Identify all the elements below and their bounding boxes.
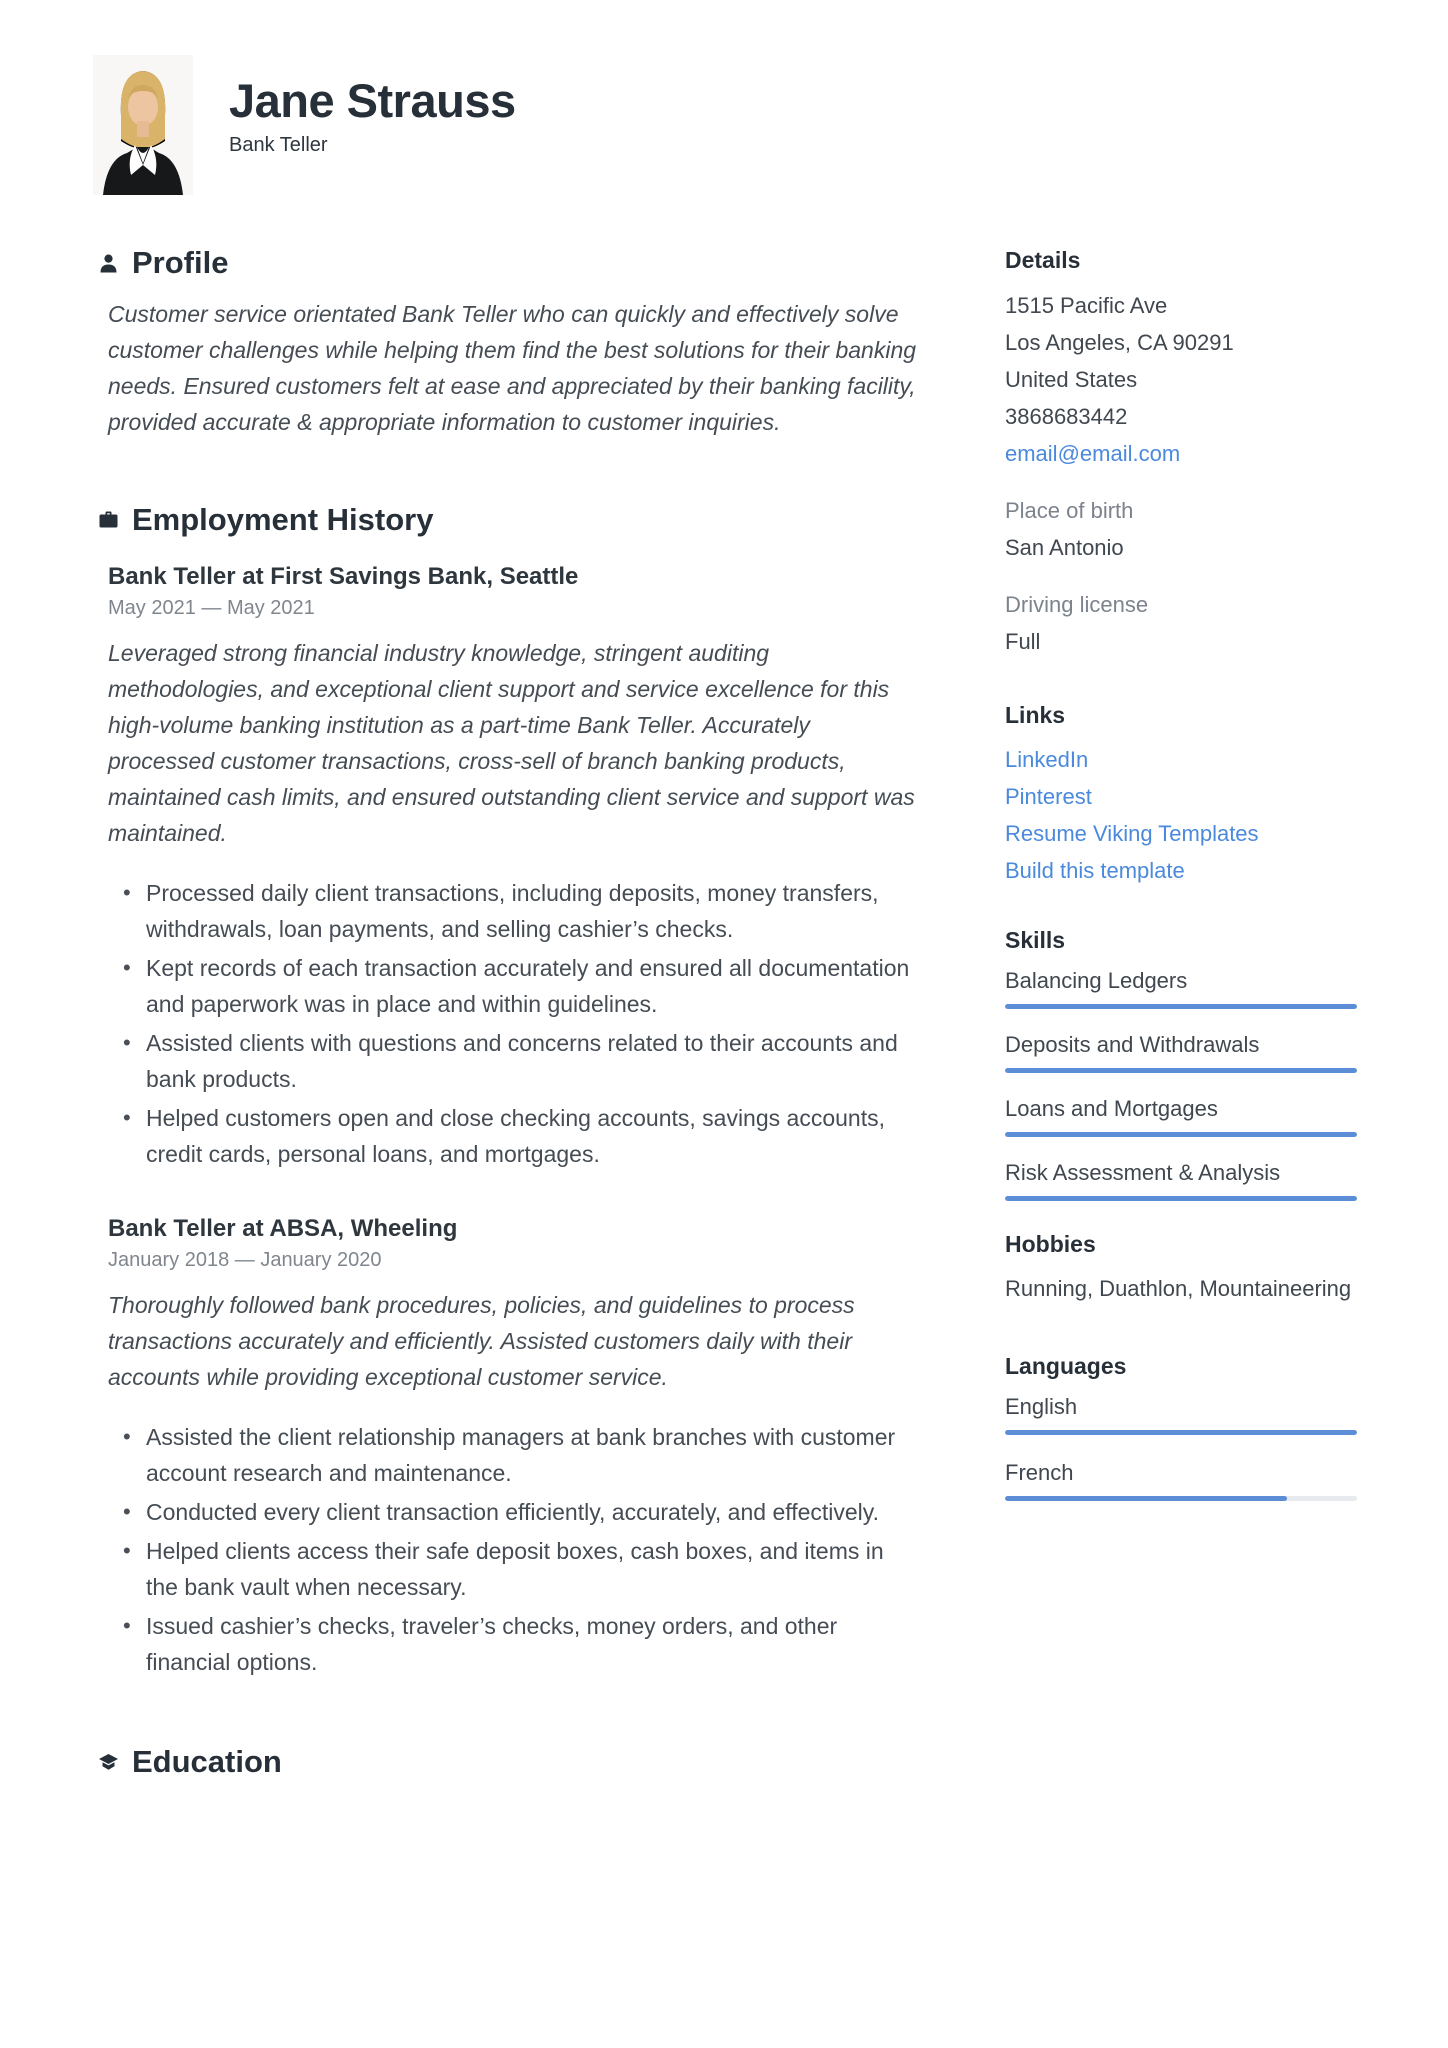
profile-heading: Profile — [132, 245, 229, 280]
sidebar — [1005, 247, 1357, 1525]
education-section — [108, 1746, 920, 1779]
skill-bar — [1005, 1004, 1357, 1009]
place-of-birth-value: San Antonio — [1005, 534, 1124, 560]
links-heading: Links — [1005, 701, 1066, 728]
hobbies-heading: Hobbies — [1005, 1230, 1096, 1257]
language-label: English — [1005, 1393, 1078, 1419]
education-section-heading — [98, 1746, 920, 1779]
skill-item — [1005, 1031, 1357, 1073]
driving-license-value: Full — [1005, 628, 1041, 654]
skill-label: Loans and Mortgages — [1005, 1095, 1218, 1121]
education-heading: Education — [132, 1744, 282, 1780]
languages-heading: Languages — [1005, 1353, 1127, 1380]
job-bullet: • Issued cashier’s checks, traveler’s checks, money orders, and other financial options. — [146, 1608, 920, 1680]
hobbies-group — [1005, 1231, 1357, 1308]
skill-bar-fill — [1005, 1068, 1357, 1073]
languages-group — [1005, 1353, 1357, 1501]
skills-heading: Skills — [1005, 927, 1066, 954]
skill-label: Balancing Ledgers — [1005, 967, 1188, 993]
skill-bar — [1005, 1132, 1357, 1137]
job-description: Thoroughly followed bank procedures, policies, and guidelines to process transactions accurately and efficiently. Assisted customers daily with their accounts while providing exceptional customer service. — [108, 1292, 855, 1391]
profile-section — [108, 247, 920, 440]
language-bar — [1005, 1496, 1357, 1501]
skill-item — [1005, 1159, 1357, 1201]
person-job-title: Bank Teller — [229, 133, 328, 156]
details-heading: Details — [1005, 247, 1081, 273]
skill-item — [1005, 1095, 1357, 1137]
address-line-1: 1515 Pacific Ave — [1005, 292, 1168, 318]
skill-label: Deposits and Withdrawals — [1005, 1031, 1260, 1057]
driving-license-label: Driving license — [1005, 591, 1149, 617]
address-country: United States — [1005, 366, 1138, 392]
skill-bar-fill — [1005, 1004, 1357, 1009]
job-bullet: • Assisted clients with questions and concerns related to their accounts and bank products. — [146, 1025, 920, 1097]
job-description: Leveraged strong financial industry knowledge, stringent auditing methodologies, and exceptional client support and service excellence for this high-volume banking institution as a part-time Bank Teller. Accurately processed customer transactions, cross-sell of branch banking products, maintained cash limits, and ensured outstanding client service and support was maintained. — [108, 640, 915, 847]
employment-heading: Employment History — [132, 501, 434, 537]
job-bullet: • Assisted the client relationship managers at bank branches with customer account research and maintenance. — [146, 1419, 920, 1491]
job-bullet: • Helped customers open and close checking accounts, savings accounts, credit cards, personal loans, and mortgages. — [146, 1100, 920, 1172]
profile-section-heading — [98, 247, 920, 280]
skill-bar — [1005, 1196, 1357, 1201]
phone-number: 3868683442 — [1005, 403, 1128, 429]
employment-section — [108, 501, 920, 1681]
job-bullet: • Helped clients access their safe deposit boxes, cash boxes, and items in the bank vault when necessary. — [146, 1533, 920, 1605]
employment-section-heading — [98, 501, 920, 537]
briefcase-icon — [98, 509, 119, 530]
job-bullet: • Kept records of each transaction accurately and ensured all documentation and paperwork was in place and within guidelines. — [146, 950, 920, 1022]
skill-bar — [1005, 1068, 1357, 1073]
profile-photo-illustration — [93, 55, 193, 195]
language-bar-fill — [1005, 1430, 1357, 1435]
language-item — [1005, 1459, 1357, 1501]
job-bullet-list — [108, 875, 920, 1172]
address-line-2: Los Angeles, CA 90291 — [1005, 329, 1234, 355]
language-bar-fill — [1005, 1496, 1287, 1501]
pinterest-link[interactable]: Pinterest — [1005, 784, 1092, 810]
place-of-birth-label: Place of birth — [1005, 497, 1134, 523]
job-bullet: • Conducted every client transaction efficiently, accurately, and effectively. — [146, 1494, 920, 1530]
job-dates: January 2018 — January 2020 — [108, 1249, 382, 1272]
hobbies-text: Running, Duathlon, Mountaineering — [1005, 1276, 1352, 1302]
job-entry — [108, 1214, 920, 1680]
person-name: Jane Strauss — [229, 74, 516, 127]
language-bar — [1005, 1430, 1357, 1435]
language-item — [1005, 1393, 1357, 1435]
person-icon — [98, 253, 119, 274]
skill-bar-fill — [1005, 1196, 1357, 1201]
job-bullet: • Processed daily client transactions, including deposits, money transfers, withdrawals, loan payments, and selling cashier’s checks. — [146, 875, 920, 947]
build-this-template-link[interactable]: Build this template — [1005, 858, 1185, 884]
skill-item — [1005, 967, 1357, 1009]
graduation-cap-icon — [98, 1752, 119, 1773]
resume-viking-templates-link[interactable]: Resume Viking Templates — [1005, 821, 1259, 847]
job-dates: May 2021 — May 2021 — [108, 597, 315, 620]
identity-block — [229, 55, 516, 195]
job-bullet-list — [108, 1419, 920, 1680]
profile-summary: Customer service orientated Bank Teller who can quickly and effectively solve customer challenges while helping them find the best solutions for their banking needs. Ensured customers felt at ease and appreciated by their banking facility, provided accurate & appropriate information to customer inquiries. — [108, 300, 917, 435]
email-link[interactable]: email@email.com — [1005, 440, 1181, 466]
details-group — [1005, 247, 1357, 660]
job-title: Bank Teller at First Savings Bank, Seattle — [108, 563, 579, 591]
job-title: Bank Teller at ABSA, Wheeling — [108, 1215, 458, 1243]
links-group — [1005, 702, 1357, 890]
resume-header — [93, 55, 516, 195]
language-label: French — [1005, 1459, 1074, 1485]
job-entry — [108, 562, 920, 1172]
skill-bar-fill — [1005, 1132, 1357, 1137]
skills-group — [1005, 927, 1357, 1201]
linkedin-link[interactable]: LinkedIn — [1005, 747, 1089, 773]
main-column — [108, 247, 920, 1779]
profile-photo — [93, 55, 193, 195]
skill-label: Risk Assessment & Analysis — [1005, 1159, 1281, 1185]
